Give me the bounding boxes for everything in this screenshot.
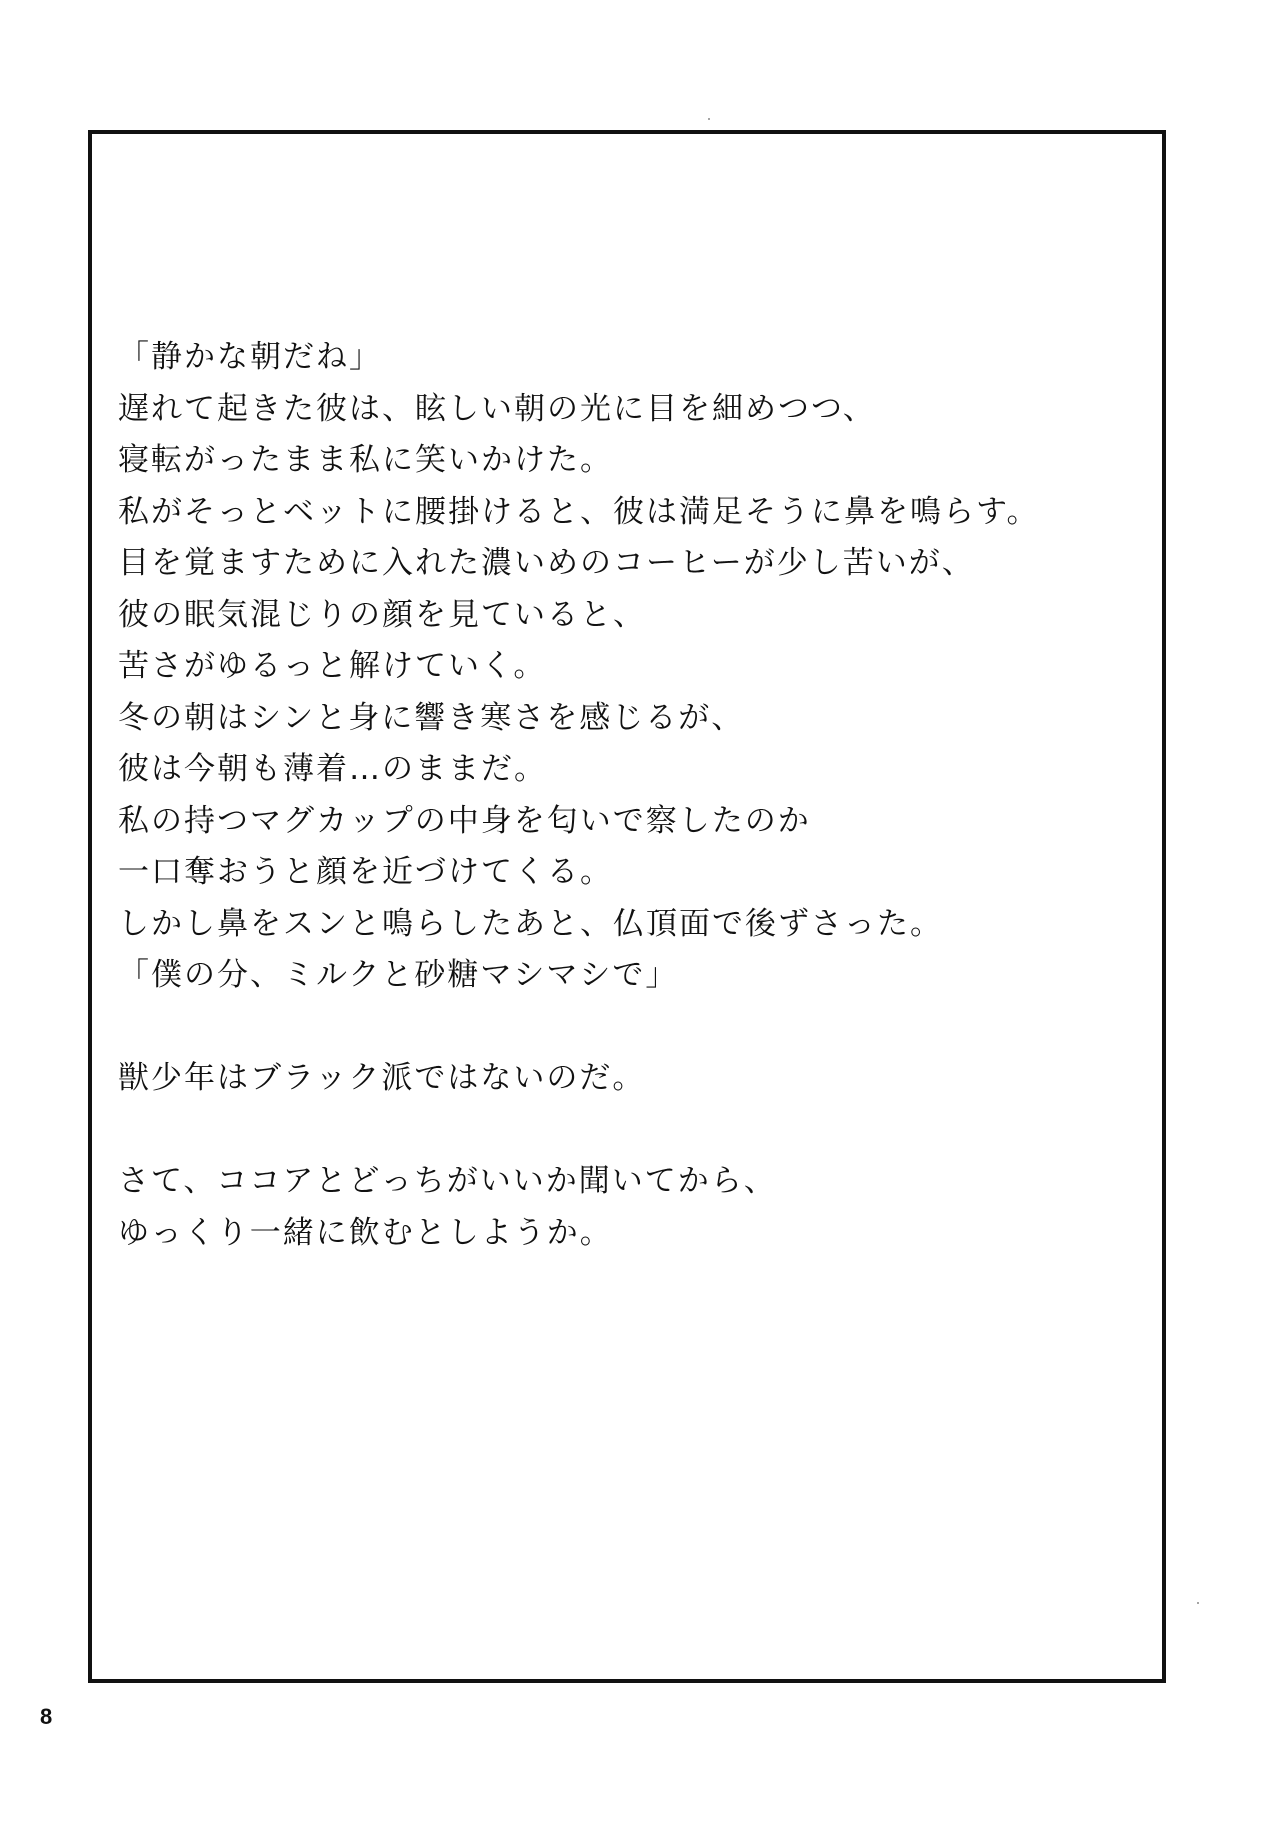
text-line: 私の持つマグカップの中身を匂いで察したのか (118, 802, 811, 839)
scan-speck (708, 118, 710, 120)
text-line: 獣少年はブラック派ではないのだ。 (118, 1060, 646, 1096)
text-line: 苦さがゆるっと解けていく。 (118, 648, 547, 684)
text-line: 目を覚ますために入れた濃いめのコーヒーが少し苦いが、 (118, 545, 975, 581)
text-line: 彼の眠気混じりの顔を見ていると、 (118, 596, 646, 633)
scan-speck (1197, 1602, 1199, 1604)
text-line: さて、ココアとどっちがいいか聞いてから、 (118, 1163, 777, 1199)
text-line: 寝転がったまま私に笑いかけた。 (118, 442, 613, 478)
text-line: ゆっくり一緒に飲むとしようか。 (118, 1214, 613, 1251)
text-line: 「僕の分、ミルクと砂糖マシマシで」 (118, 957, 679, 993)
blank-line (118, 1105, 1128, 1157)
text-line: 彼は今朝も薄着…のままだ。 (118, 751, 547, 787)
text-line: 遅れて起きた彼は、眩しい朝の光に目を細めつつ、 (118, 390, 876, 427)
text-line: 一口奪おうと顔を近づけてくる。 (118, 854, 613, 890)
blank-line (118, 1002, 1128, 1054)
text-line: しかし鼻をスンと鳴らしたあと、仏頂面で後ずさった。 (118, 905, 943, 942)
text-line: 冬の朝はシンと身に響き寒さを感じるが、 (118, 699, 745, 736)
text-line: 「静かな朝だね」 (118, 339, 382, 375)
page-number: 8 (40, 1704, 53, 1729)
text-line: 私がそっとベットに腰掛けると、彼は満足そうに鼻を鳴らす。 (118, 493, 1040, 530)
body-text (118, 332, 1128, 1259)
